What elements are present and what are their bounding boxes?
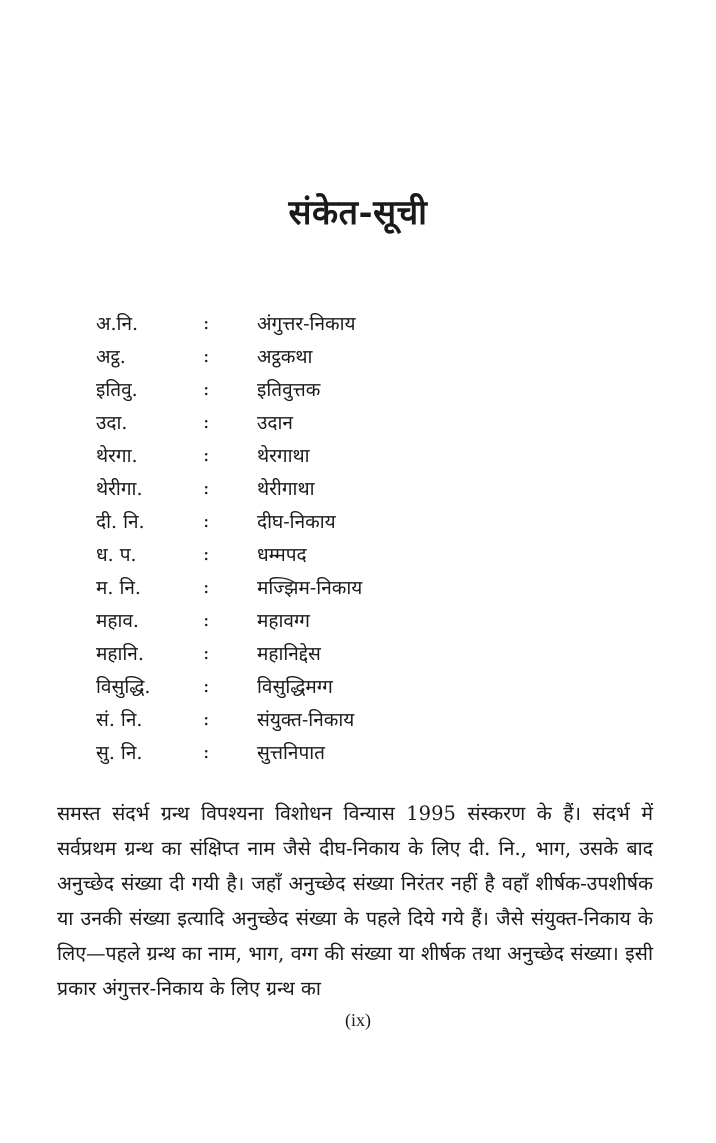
- abbreviation-row: [96, 570, 616, 603]
- abbreviation-row: [96, 438, 616, 471]
- abbreviation-full: इतिवुत्तक: [257, 378, 321, 401]
- abbreviation-full: संयुक्त-निकाय: [257, 708, 355, 731]
- abbreviation-row: [96, 603, 616, 636]
- abbreviation-short: महानि.: [96, 642, 144, 665]
- abbreviation-separator: :: [203, 575, 210, 598]
- abbreviation-full: थेरगाथा: [257, 444, 310, 467]
- abbreviation-full: विसुद्धिमग्ग: [257, 675, 333, 698]
- abbreviation-full: मज्झिम-निकाय: [257, 576, 363, 599]
- abbreviation-full: अंगुत्तर-निकाय: [257, 312, 356, 335]
- abbreviation-short: थेरगा.: [96, 444, 138, 467]
- abbreviation-separator: :: [203, 509, 210, 532]
- abbreviation-short: अट्ठ.: [96, 345, 126, 368]
- abbreviation-separator: :: [203, 608, 210, 631]
- abbreviation-short: सु. नि.: [96, 741, 143, 764]
- abbreviation-row: [96, 735, 616, 768]
- abbreviation-short: महाव.: [96, 609, 139, 632]
- abbreviation-short: दी. नि.: [96, 510, 145, 533]
- abbreviation-short: म. नि.: [96, 576, 141, 599]
- abbreviation-row: [96, 339, 616, 372]
- abbreviation-separator: :: [203, 344, 210, 367]
- abbreviation-separator: :: [203, 377, 210, 400]
- abbreviation-list: [96, 306, 616, 768]
- page-number: (ix): [345, 1010, 371, 1030]
- abbreviation-full: धम्मपद: [257, 543, 307, 566]
- abbreviation-separator: :: [203, 707, 210, 730]
- reference-note: समस्त संदर्भ ग्रन्थ विपश्यना विशोधन विन्यास 1995 संस्करण के हैं। संदर्भ में सर्वप्रथम ग्रन्थ का संक्षिप्त नाम जैसे दीघ-निकाय के लिए दी. नि., भाग, उसके बाद अनुच्छेद संख्या दी गयी है। जहाँ अनुच्छेद संख्या निरंतर नहीं है वहाँ शीर्षक-उपशीर्षक या उनकी संख्या इत्यादि अनुच्छेद संख्या के पहले दिये गये हैं। जैसे संयुक्त-निकाय के लिए—पहले ग्रन्थ का नाम, भाग, वग्ग की संख्या या शीर्षक तथा अनुच्छेद संख्या। इसी प्रकार अंगुत्तर-निकाय के लिए ग्रन्थ का: [57, 802, 653, 1000]
- abbreviation-separator: :: [203, 740, 210, 763]
- abbreviation-short: थेरीगा.: [96, 477, 143, 500]
- abbreviation-full: उदान: [257, 411, 293, 434]
- abbreviation-row: [96, 405, 616, 438]
- abbreviation-short: ध. प.: [96, 543, 137, 566]
- abbreviation-row: [96, 372, 616, 405]
- abbreviation-full: दीघ-निकाय: [257, 510, 336, 533]
- abbreviation-separator: :: [203, 311, 210, 334]
- abbreviation-short: अ.नि.: [96, 312, 139, 335]
- abbreviation-row: [96, 306, 616, 339]
- abbreviation-short: उदा.: [96, 411, 128, 434]
- abbreviation-row: [96, 537, 616, 570]
- abbreviation-separator: :: [203, 674, 210, 697]
- abbreviation-short: सं. नि.: [96, 708, 143, 731]
- abbreviation-full: थेरीगाथा: [257, 477, 315, 500]
- abbreviation-row: [96, 669, 616, 702]
- page-title: संकेत-सूची: [288, 193, 428, 233]
- abbreviation-full: सुत्तनिपात: [257, 741, 325, 764]
- abbreviation-short: विसुद्धि.: [96, 675, 151, 698]
- abbreviation-separator: :: [203, 410, 210, 433]
- abbreviation-row: [96, 471, 616, 504]
- abbreviation-row: [96, 702, 616, 735]
- abbreviation-row: [96, 504, 616, 537]
- abbreviation-short: इतिवु.: [96, 378, 138, 401]
- abbreviation-row: [96, 636, 616, 669]
- abbreviation-full: महानिद्देस: [257, 642, 321, 665]
- abbreviation-full: अट्ठकथा: [257, 345, 313, 368]
- abbreviation-separator: :: [203, 542, 210, 565]
- abbreviation-full: महावग्ग: [257, 609, 310, 632]
- abbreviation-separator: :: [203, 443, 210, 466]
- abbreviation-separator: :: [203, 641, 210, 664]
- abbreviation-separator: :: [203, 476, 210, 499]
